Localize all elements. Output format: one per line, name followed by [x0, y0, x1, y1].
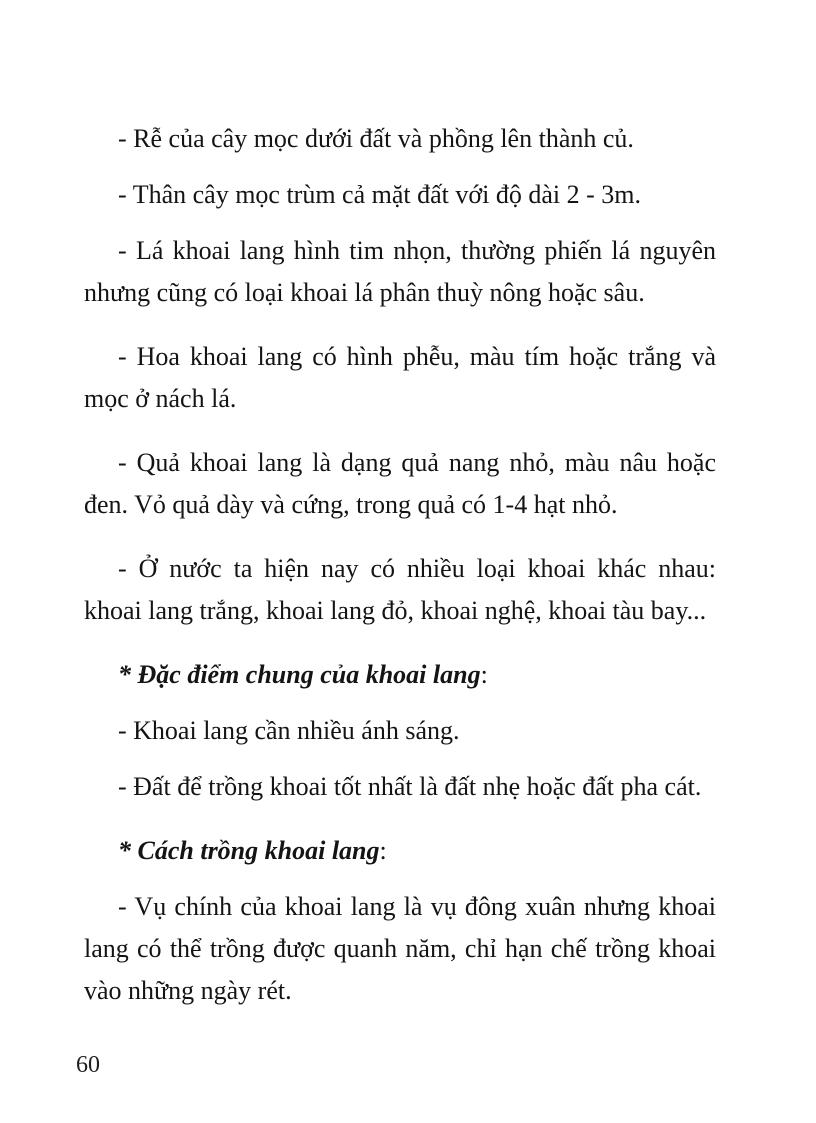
paragraph-leaf: - Lá khoai lang hình tim nhọn, thường phiến lá nguyên nhưng cũng có loại khoai lá phân thuỳ nông hoặc sâu.	[84, 236, 716, 307]
paragraph-fruit: - Quả khoai lang là dạng quả nang nhỏ, màu nâu hoặc đen. Vỏ quả dày và cứng, trong quả có 1-4 hạt nhỏ.	[84, 448, 716, 519]
paragraph-soil: - Đất để trồng khoai tốt nhất là đất nhẹ hoặc đất pha cát.	[118, 772, 702, 801]
section-heading-planting	[84, 830, 716, 872]
paragraph-varieties: - Ở nước ta hiện nay có nhiều loại khoai khác nhau: khoai lang trắng, khoai lang đỏ, khoai nghệ, khoai tàu bay...	[84, 554, 716, 625]
heading-text: * Đặc điểm chung của khoai lang	[118, 660, 481, 689]
heading-text: * Cách trồng khoai lang	[118, 836, 380, 865]
paragraph-stem: - Thân cây mọc trùm cả mặt đất với độ dài 2 - 3m.	[118, 180, 642, 209]
heading-colon: :	[379, 836, 387, 865]
paragraph-light: - Khoai lang cần nhiều ánh sáng.	[118, 716, 460, 745]
paragraph-root: - Rễ của cây mọc dưới đất và phồng lên thành củ.	[118, 124, 634, 153]
heading-colon: :	[480, 660, 488, 689]
paragraph-flower: - Hoa khoai lang có hình phễu, màu tím hoặc trắng và mọc ở nách lá.	[84, 342, 716, 413]
page-body	[84, 118, 716, 1034]
section-heading-characteristics	[84, 654, 716, 696]
page-number: 60	[76, 1052, 100, 1078]
paragraph-season: - Vụ chính của khoai lang là vụ đông xuân nhưng khoai lang có thể trồng được quanh năm, chỉ hạn chế trồng khoai vào những ngày rét.	[84, 892, 716, 1005]
